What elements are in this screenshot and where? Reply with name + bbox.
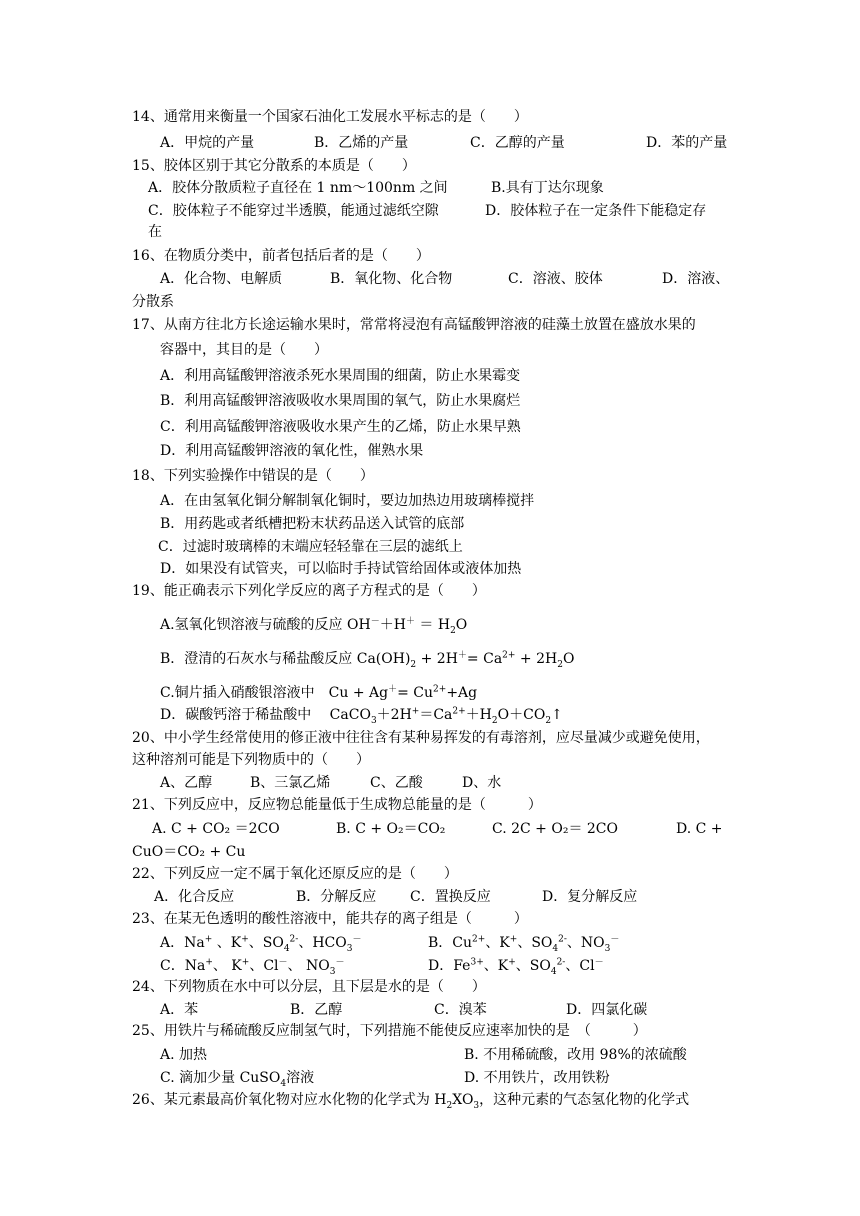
q21-option-a: A. C + CO₂ ＝2CO xyxy=(152,821,280,837)
q20-option-a: A、乙醇 xyxy=(160,775,213,791)
q16-stem: 16、在物质分类中，前者包括后者的是（ ） xyxy=(132,248,430,264)
q22-option-b: B．分解反应 xyxy=(296,889,377,905)
q20-option-b: B、三氯乙烯 xyxy=(250,775,331,791)
q23-option-a: A．Na+ 、K+、$SO_4^{2-}$、$HCO_3^-$ xyxy=(160,934,362,954)
q21-stem: 21、下列反应中，反应物总能量低于生成物总能量的是（ ） xyxy=(132,797,542,813)
q17-stem-cont: 容器中，其目的是（ ） xyxy=(160,342,328,358)
q23-option-b: B．$Cu^{2+}$、K+、$SO_4^{2-}$、$NO_3^-$ xyxy=(428,934,620,954)
q19-option-c: C.铜片插入硝酸银溶液中 $Cu + Ag^+= Cu^{2+}+Ag$ xyxy=(160,684,478,701)
q14-option-d: D．苯的产量 xyxy=(646,135,728,151)
q16-option-c: C．溶液、胶体 xyxy=(508,271,603,287)
q17-option-a: A．利用高锰酸钾溶液杀死水果周围的细菌，防止水果霉变 xyxy=(160,368,521,384)
q26-stem-part-1: 26、某元素最高价氧化物对应水化物的化学式为 H xyxy=(132,1092,447,1108)
q18-stem: 18、下列实验操作中错误的是（ ） xyxy=(132,468,374,484)
q25-option-d: D. 不用铁片，改用铁粉 xyxy=(464,1070,610,1086)
q26-stem-part-3: ，这种元素的气态氢化物的化学式 xyxy=(479,1092,690,1108)
q19-option-a: A.氢氧化钡溶液与硫酸的反应 $OH^-+H^+ = H_2O$ xyxy=(160,616,468,636)
q26-stem-part-2: XO xyxy=(452,1092,474,1108)
q17-option-d: D．利用高锰酸钾溶液的氧化性，催熟水果 xyxy=(160,443,424,459)
q22-stem: 22、下列反应一定不属于氧化还原反应的是（ ） xyxy=(132,866,458,882)
q20-stem: 20、中小学生经常使用的修正液中往往含有某种易挥发的有毒溶剂，应尽量减少或避免使用， xyxy=(132,730,710,746)
q15-stem: 15、胶体区别于其它分散系的本质是（ ） xyxy=(132,158,416,174)
q15-option-a: A．胶体分散质粒子直径在 1 nm～100nm 之间 xyxy=(148,180,448,196)
q17-stem: 17、从南方往北方长途运输水果时，常常将浸泡有高锰酸钾溶液的硅藻土放置在盛放水果的 xyxy=(132,317,696,333)
q21-option-b: B. C + O₂＝CO₂ xyxy=(336,821,446,837)
q18-option-a: A．在由氢氧化铜分解制氧化铜时，要边加热边用玻璃棒搅拌 xyxy=(160,493,535,509)
q20-option-c: C、乙酸 xyxy=(370,775,423,791)
q14-option-b: B．乙烯的产量 xyxy=(314,135,409,151)
q23-option-c: C．Na+、 K+、Cl－、 $NO_3^-$ xyxy=(160,957,345,977)
q19-option-b-text: B．澄清的石灰水与稀盐酸反应 Ca(OH) xyxy=(160,651,411,667)
q26-stem: 26、某元素最高价氧化物对应水化物的化学式为 $H_2XO_3$，这种元素的气态氢化物的化学式 xyxy=(132,1092,690,1111)
q15-option-b: B.具有丁达尔现象 xyxy=(491,180,604,196)
q14-option-a: A．甲烷的产量 xyxy=(160,135,255,151)
q19-option-c-text: C.铜片插入硝酸银溶液中 Cu + Ag xyxy=(160,685,389,701)
q18-option-b: B．用药匙或者纸槽把粉末状药品送入试管的底部 xyxy=(160,516,465,532)
q24-option-d: D．四氯化碳 xyxy=(566,1002,648,1018)
q25-stem: 25、用铁片与稀硫酸反应制氢气时，下列措施不能使反应速率加快的是 （ ） xyxy=(132,1023,647,1039)
q19-option-b: B．澄清的石灰水与稀盐酸反应 $Ca(OH)_2 + 2H^+= Ca^{2+} + 2H_2O$ xyxy=(160,650,575,670)
q15-option-d-cont: 在 xyxy=(148,224,162,240)
q16-option-d-cont: 分散系 xyxy=(132,294,174,310)
q25-option-c: C. 滴加少量 CuSO$_4$溶液 xyxy=(160,1070,315,1089)
q19-stem: 19、能正确表示下列化学反应的离子方程式的是（ ） xyxy=(132,583,486,599)
q19-option-d-text: D．碳酸钙溶于稀盐酸中 CaCO xyxy=(160,707,371,723)
q14-stem: 14、通常用来衡量一个国家石油化工发展水平标志的是（ ） xyxy=(132,109,528,125)
q24-option-c: C．溴苯 xyxy=(434,1002,487,1018)
q23-stem: 23、在某无色透明的酸性溶液中，能共存的离子组是（ ） xyxy=(132,911,528,927)
q18-option-d: D．如果没有试管夹，可以临时手持试管给固体或液体加热 xyxy=(160,561,522,577)
q14-option-c: C．乙醇的产量 xyxy=(470,135,565,151)
q24-option-a: A．苯 xyxy=(160,1002,199,1018)
q17-option-b: B．利用高锰酸钾溶液吸收水果周围的氧气，防止水果腐烂 xyxy=(160,393,521,409)
q21-option-d-cont: CuO＝CO₂ + Cu xyxy=(132,844,246,860)
q15-option-d: D．胶体粒子在一定条件下能稳定存 xyxy=(485,203,707,219)
q16-option-b: B．氧化物、化合物 xyxy=(330,271,453,287)
q21-option-d: D. C + xyxy=(676,821,723,837)
q21-option-c: C. 2C + O₂＝ 2CO xyxy=(492,821,618,837)
q19-option-d: D．碳酸钙溶于稀盐酸中 $CaCO_3+2H^+=Ca^{2+}+H_2O+CO_2↑$ xyxy=(160,706,563,726)
q20-stem-cont: 这种溶剂可能是下列物质中的（ ） xyxy=(132,752,370,768)
q15-option-c: C．胶体粒子不能穿过半透膜，能通过滤纸空隙 xyxy=(148,203,439,219)
q25-option-b: B. 不用稀硫酸，改用 98%的浓硫酸 xyxy=(464,1047,687,1063)
q24-stem: 24、下列物质在水中可以分层，且下层是水的是（ ） xyxy=(132,979,486,995)
q24-option-b: B．乙醇 xyxy=(290,1002,343,1018)
q23-option-d: D．$Fe^{3+}$、K+、$SO_4^{2-}$、Cl－ xyxy=(428,957,604,977)
q25-option-c-tail: 溶液 xyxy=(286,1070,315,1086)
q25-option-c-text: C. 滴加少量 CuSO xyxy=(160,1070,281,1086)
q18-option-c: C．过滤时玻璃棒的末端应轻轻靠在三层的滤纸上 xyxy=(158,539,463,555)
q20-option-d: D、水 xyxy=(462,775,502,791)
q19-option-a-text: A.氢氧化钡溶液与硫酸的反应 OH xyxy=(160,617,371,633)
q16-option-d: D．溶液、 xyxy=(662,271,730,287)
q22-option-c: C．置换反应 xyxy=(410,889,491,905)
q16-option-a: A．化合物、电解质 xyxy=(160,271,283,287)
q17-option-c: C．利用高锰酸钾溶液吸收水果产生的乙烯，防止水果早熟 xyxy=(160,419,521,435)
q22-option-d: D．复分解反应 xyxy=(542,889,638,905)
q25-option-a: A. 加热 xyxy=(160,1047,208,1063)
q22-option-a: A．化合反应 xyxy=(154,889,235,905)
